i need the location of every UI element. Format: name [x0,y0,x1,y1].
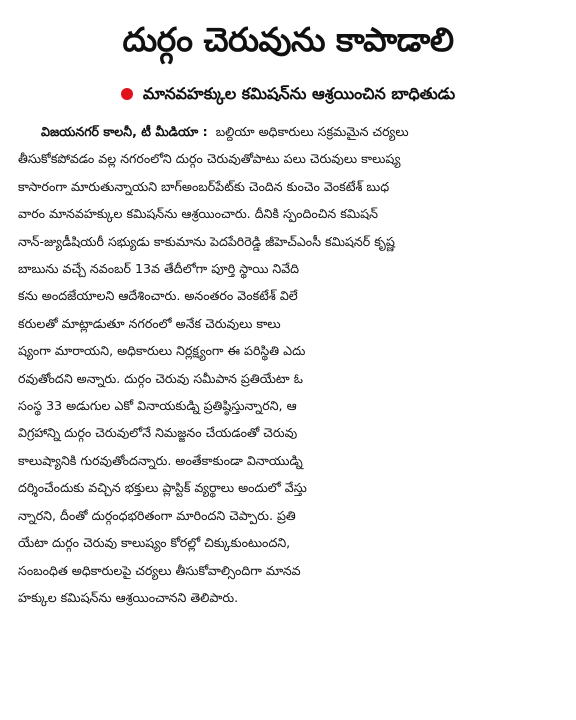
article-line: న్నారని, దీంతో దుర్గంధభరితంగా మారిందని చెప్పారు. ప్రతి [18,507,296,523]
article-line: హక్కుల కమిషన్‌ను ఆశ్రయించానని తెలిపారు. [18,589,239,605]
article-line: బాబును వచ్చే నవంబర్ 13వ తేదీలోగా పూర్తి స్థాయి నివేది [18,261,300,277]
bullet-dot-icon [121,88,133,100]
article-line: కను అందజేయాలని ఆదేశించారు. అనంతరం వెంకటేశ్ విలే [18,288,298,304]
article-line: ష్యంగా మారాయని, అధికారులు నిర్లక్ష్యంగా ఈ పరిస్థితి ఎదు [18,343,306,359]
article-line: రవుతోందని అన్నారు. దుర్గం చెరువు సమీపాన ప్రతియేటా ఓ [18,370,303,386]
article-line: కాసారంగా మారుతున్నాయని బాగ్‌అంబర్‌పేట్‌కు చెందిన కుంచెం వెంకటేశ్ బుధ [18,178,390,194]
article-line: కరులతో మాట్లాడుతూ నగరంలో అనేక చెరువులు కాలు [18,315,281,331]
article-line: వారం మానవహక్కుల కమిషన్‌ను ఆశ్రయించారు. దీనికి స్పందించిన కమిషన్ [18,206,378,222]
article-line [18,118,558,145]
article-body [18,118,558,611]
article-line: సంస్థ 33 అడుగుల ఎకో వినాయకుడ్ని ప్రతిష్ఠిస్తున్నారని, ఆ [18,398,297,414]
headline: దుర్గం చెరువును కాపాడాలి [122,20,454,59]
article-line: కాలుష్యానికి గురవుతోందన్నారు. అంతేకాకుండా వినాయుడ్ని [18,452,303,468]
article-line: సంబంధిత అధికారులపై చర్యలు తీసుకోవాల్సిందిగా మానవ [18,562,301,578]
article-line: తీసుకోకపోవడం వల్ల నగరంలోని దుర్గం చెరువుతోపాటు పలు చెరువులు కాలుష్య [18,151,401,167]
article-line: విగ్రహాన్ని దుర్గం చెరువులోనే నిమజ్జనం చేయడంతో చెరువు [18,425,298,441]
article-line-text: బల్దియా అధికారులు సక్రమమైన చర్యలు [215,124,409,139]
dateline: విజయనగర్ కాలనీ, టీ మీడియా : [41,124,208,139]
article-line: దర్శించేందుకు వచ్చిన భక్తులు ప్లాస్టిక్ వ్యర్థాలు అందులో వేస్తు [18,480,307,496]
subheadline-row [18,82,558,106]
subheadline: మానవహక్కుల కమిషన్‌ను ఆశ్రయించిన బాధితుడు [142,84,456,103]
article-line: యేటా దుర్గం చెరువు కాలుష్యం కోరల్లో చిక్కుకుంటుందని, [18,535,291,551]
article-line: నాన్-జ్యుడీషియరీ సభ్యుడు కాకుమాను పెదపేరిరెడ్డి జీహెచ్‌ఎంసీ కమిషనర్ కృష్ణ [18,233,395,249]
